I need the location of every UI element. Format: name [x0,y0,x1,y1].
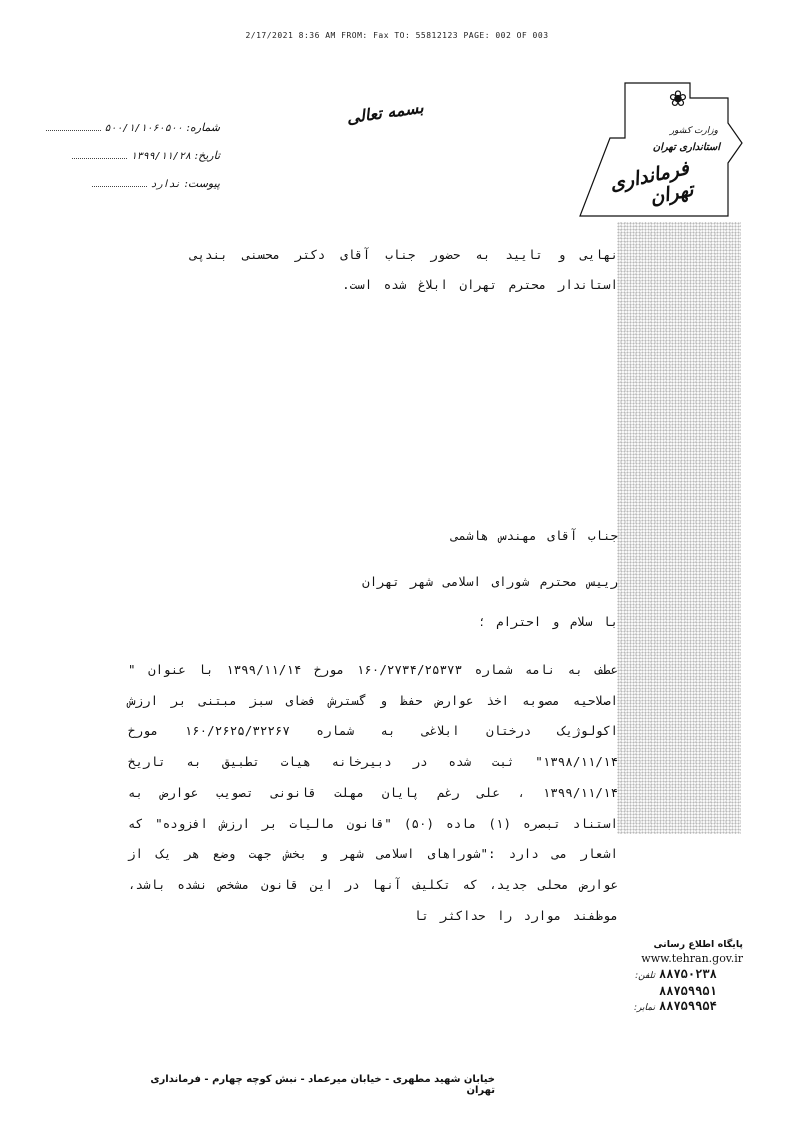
decorative-margin-pattern [617,222,741,834]
contact-info [625,938,743,1015]
governorate-name: استانداری تهران [652,142,720,153]
date-label: تاریخ: [194,149,220,162]
phone-number-1: ۸۸۷۵۰۲۳۸ [659,967,717,981]
date-dots [72,150,127,159]
number-value: ۵۰۰/۱/۱۰۶۰۵۰۰ [104,123,183,134]
ministry-name: وزارت کشور [669,126,718,136]
bismillah-heading: بسمه تعالی [345,97,425,128]
attachment-dots [92,178,147,187]
phone-number-2: ۸۸۷۵۹۹۵۱ [659,984,717,998]
intro-paragraph: نهایی و تایید به حضور جناب آقای دکتر محسنی بندپی استاندار محترم تهران ابلاغ شده است. [190,247,618,292]
fax-label: نمابر: [634,1003,655,1013]
letter-date-row [60,149,220,162]
addressee-name: جناب آقای مهندس هاشمی [450,528,618,543]
letter-number-row [60,121,220,134]
office-name-logo: فرمانداری تهران [607,157,696,210]
fax-number: ۸۸۷۵۹۹۵۴ [659,999,717,1013]
footer-address: خیابان شهید مطهری - خیابان میرعماد - نبش کوچه چهارم - فرمانداری تهران [150,1074,495,1096]
phone-label: تلفن: [635,971,655,981]
number-label: شماره: [186,121,220,134]
greeting: با سلام و احترام ؛ [478,614,618,629]
attachment-label: پیوست: [184,177,220,190]
phone-row [625,967,743,983]
number-dots [46,122,101,131]
date-value: ۱۳۹۹/۱۱/۲۸ [130,151,191,162]
letter-attachment-row [60,177,220,190]
iran-emblem-icon: ❀ [668,87,688,112]
addressee-title: رییس محترم شورای اسلامی شهر تهران [362,574,618,589]
website-url: www.tehran.gov.ir [641,952,743,965]
fax-row [625,999,743,1015]
attachment-value: ندارد [150,179,181,190]
phone-row-2 [625,984,743,998]
info-site-title: پایگاه اطلاع رسانی [653,939,743,950]
fax-header: 2/17/2021 8:36 AM FROM: Fax TO: 55812123 PAGE: 002 OF 003 [245,31,549,40]
body-paragraph: عطف به نامه شماره ۱۶۰/۲۷۳۴/۲۵۳۷۳ مورخ ۱۳۹۹/۱۱/۱۴ با عنوان " اصلاحیه مصوبه اخذ عوارض حفظ و گسترش فضای سبز مبتنی بر ارزش اکولوژیک درختان ابلاغی به شماره ۱۶۰/۲۶۲۵/۳۲۲۶۷ مورخ ۱۳۹۸/۱۱/۱۴" ثبت شده در دبیرخانه هیات تطبیق به تاریخ ۱۳۹۹/۱۱/۱۴ ، علی رغم پایان مهلت قانونی تصویب عوارض به استناد تبصره (۱) ماده (۵۰) "قانون مالیات بر ارزش افزوده" که اشعار می دارد :"شوراهای اسلامی شهر و بخش جهت وضع هر یک از عوارض محلی جدید، که تکلیف آنها در این قانون مشخص نشده باشد، موظفند موارد را حداکثر تا [128,662,619,923]
